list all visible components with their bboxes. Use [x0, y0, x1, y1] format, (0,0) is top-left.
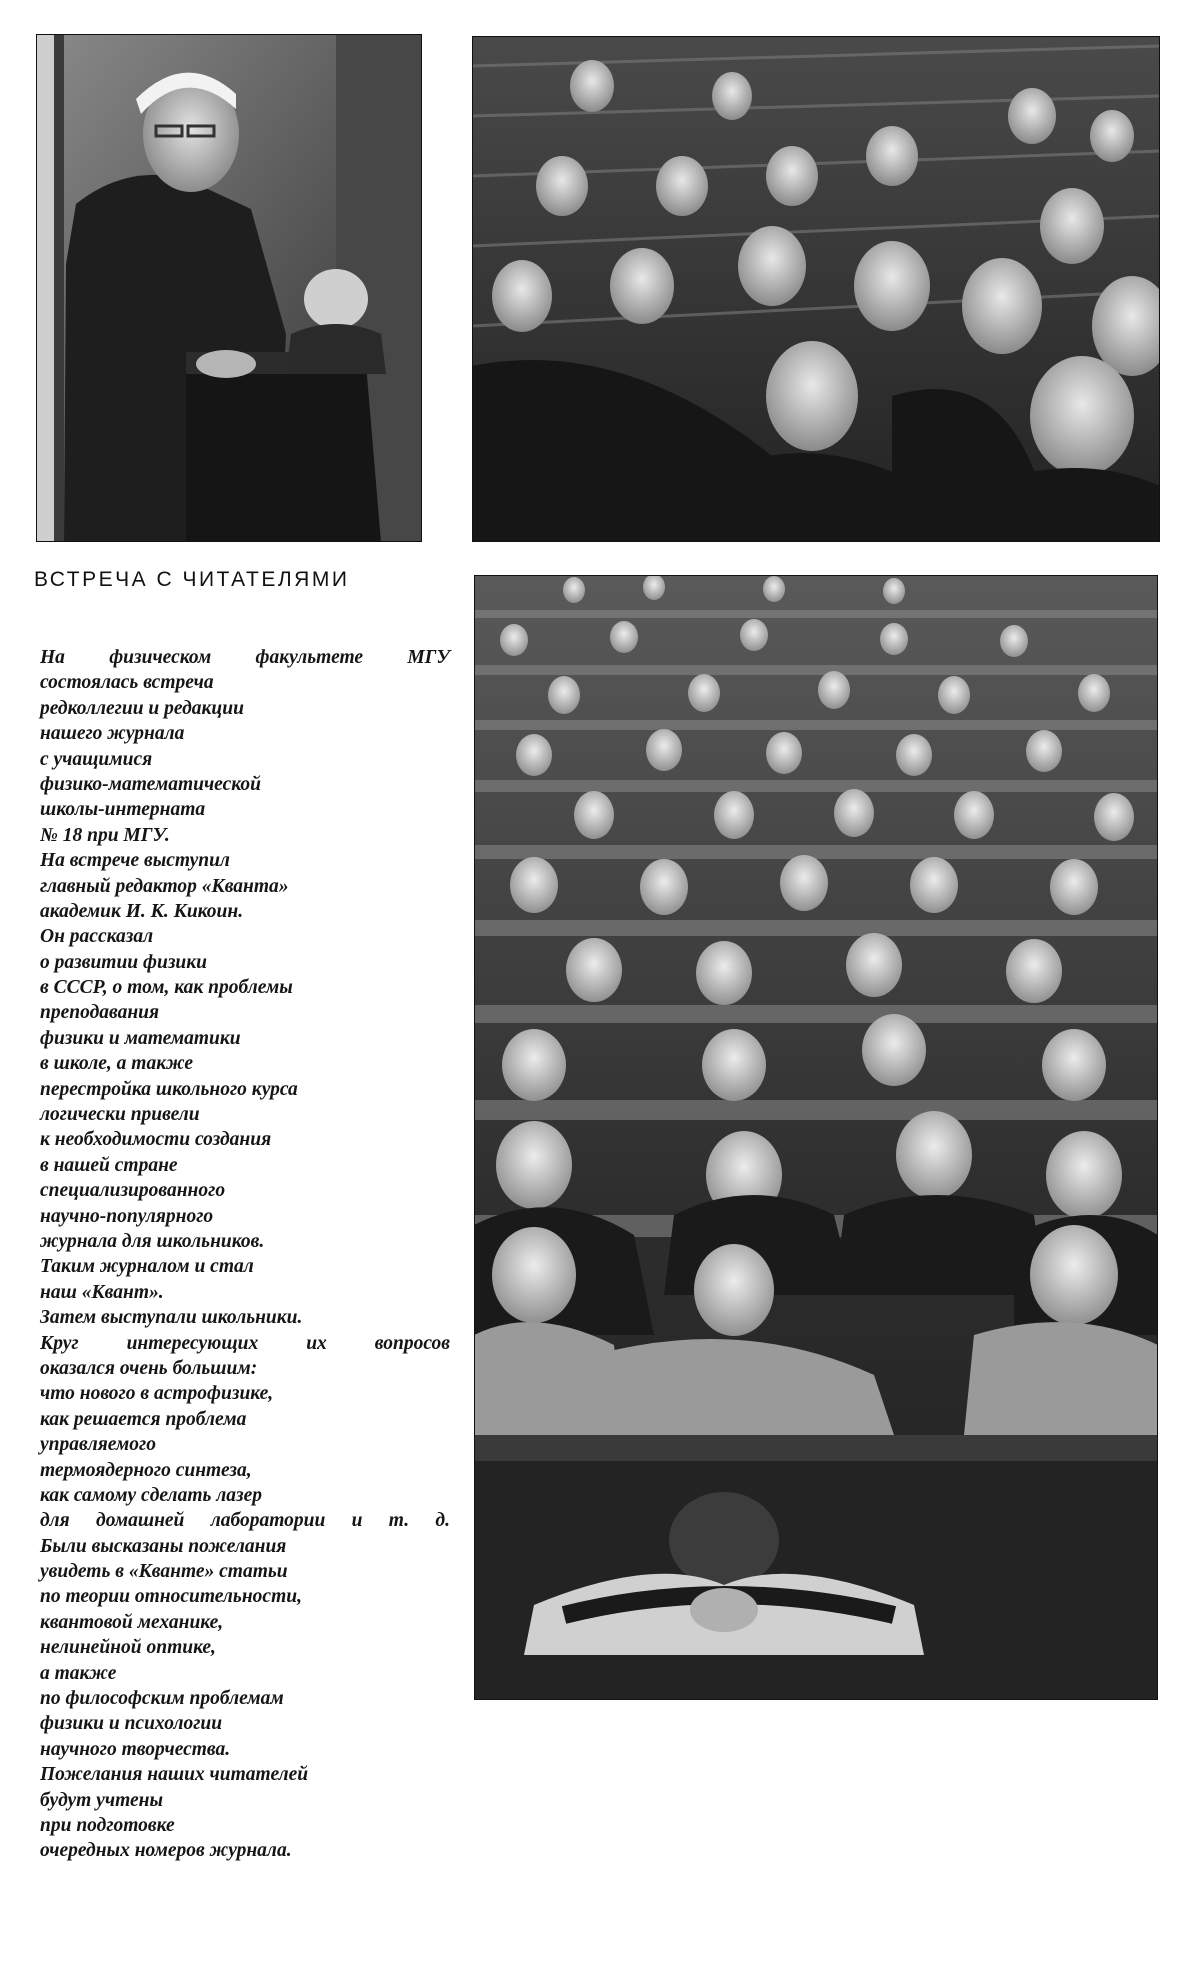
- article-word: физическом: [109, 647, 212, 668]
- article-word: и: [351, 1510, 363, 1532]
- article-line: преподавания: [40, 1002, 160, 1024]
- article-line: в нашей стране: [40, 1154, 178, 1176]
- audience-photo-icon: [474, 575, 1158, 1700]
- article-body: [40, 645, 450, 1864]
- article-line: главный редактор «Кванта»: [40, 875, 289, 897]
- article-word: для: [40, 1510, 70, 1532]
- article-line: журнала для школьников.: [40, 1230, 265, 1252]
- article-line: увидеть в «Кванте» статьи: [40, 1561, 288, 1583]
- article-line: Он рассказал: [40, 926, 154, 948]
- article-line: На встрече выступил: [40, 850, 230, 872]
- article-line: очередных номеров журнала.: [40, 1840, 292, 1862]
- article-line: к необходимости создания: [40, 1129, 272, 1151]
- audience-photo-top: [472, 36, 1160, 542]
- article-heading: ВСТРЕЧА С ЧИТАТЕЛЯМИ: [34, 568, 350, 591]
- article-line: логически привели: [40, 1104, 200, 1126]
- article-line: нашего журнала: [40, 723, 185, 745]
- article-line: управляемого: [40, 1434, 156, 1456]
- article-word: д.: [435, 1510, 450, 1532]
- article-line: как решается проблема: [40, 1408, 247, 1430]
- article-line: как самому сделать лазер: [40, 1484, 263, 1506]
- article-line: Пожелания наших читателей: [40, 1764, 309, 1786]
- article-line: в СССР, о том, как проблемы: [40, 977, 293, 999]
- article-line: с учащимися: [40, 748, 153, 770]
- article-line: а также: [40, 1662, 117, 1684]
- article-line: по теории относительности,: [40, 1586, 302, 1608]
- article-line: квантовой механике,: [40, 1611, 224, 1633]
- article-line: Затем выступали школьники.: [40, 1307, 303, 1329]
- article-line: нелинейной оптике,: [40, 1637, 216, 1659]
- article-line: [40, 1508, 450, 1533]
- article-line: научного творчества.: [40, 1738, 231, 1760]
- article-line: при подготовке: [40, 1814, 175, 1836]
- article-line: школы-интерната: [40, 799, 206, 821]
- article-line: перестройка школьного курса: [40, 1078, 298, 1100]
- article-line: оказался очень большим:: [40, 1357, 258, 1379]
- article-line: [40, 645, 450, 670]
- article-line: Были высказаны пожелания: [40, 1535, 287, 1557]
- article-word: их: [306, 1332, 327, 1354]
- article-line: Таким журналом и стал: [40, 1256, 254, 1278]
- article-word: факультете: [255, 647, 364, 668]
- article-line: специализированного: [40, 1180, 226, 1202]
- audience-photo-icon: [472, 36, 1160, 542]
- article-line: состоялась встреча: [40, 672, 214, 694]
- article-word: вопросов: [374, 1332, 450, 1354]
- article-line: термоядерного синтеза,: [40, 1459, 252, 1481]
- article-line: в школе, а также: [40, 1053, 194, 1075]
- article-word: МГУ: [407, 647, 450, 668]
- article-line: научно-популярного: [40, 1205, 214, 1227]
- article-line: физико-математической: [40, 773, 261, 795]
- lecturer-photo: [36, 34, 422, 542]
- article-word: домашней: [96, 1510, 185, 1532]
- article-line: физики и психологии: [40, 1713, 223, 1735]
- lecturer-photo-icon: [36, 34, 422, 542]
- article-line: № 18 при МГУ.: [40, 824, 170, 846]
- article-line: академик И. К. Кикоин.: [40, 900, 244, 922]
- article-line: наш «Квант».: [40, 1281, 164, 1303]
- article-word: т.: [388, 1510, 410, 1532]
- article-word: Круг: [40, 1332, 79, 1354]
- article-line: будут учтены: [40, 1789, 163, 1811]
- article-line: что нового в астрофизике,: [40, 1383, 274, 1405]
- article-word: интересующих: [126, 1332, 259, 1354]
- article-word: На: [40, 647, 65, 668]
- audience-photo-main: [474, 575, 1158, 1700]
- article-line: [40, 1331, 450, 1356]
- article-line: о развитии физики: [40, 951, 208, 973]
- article-line: по философским проблемам: [40, 1688, 284, 1710]
- article-line: редколлегии и редакции: [40, 697, 244, 719]
- article-line: физики и математики: [40, 1027, 241, 1049]
- article-word: лаборатории: [210, 1510, 326, 1532]
